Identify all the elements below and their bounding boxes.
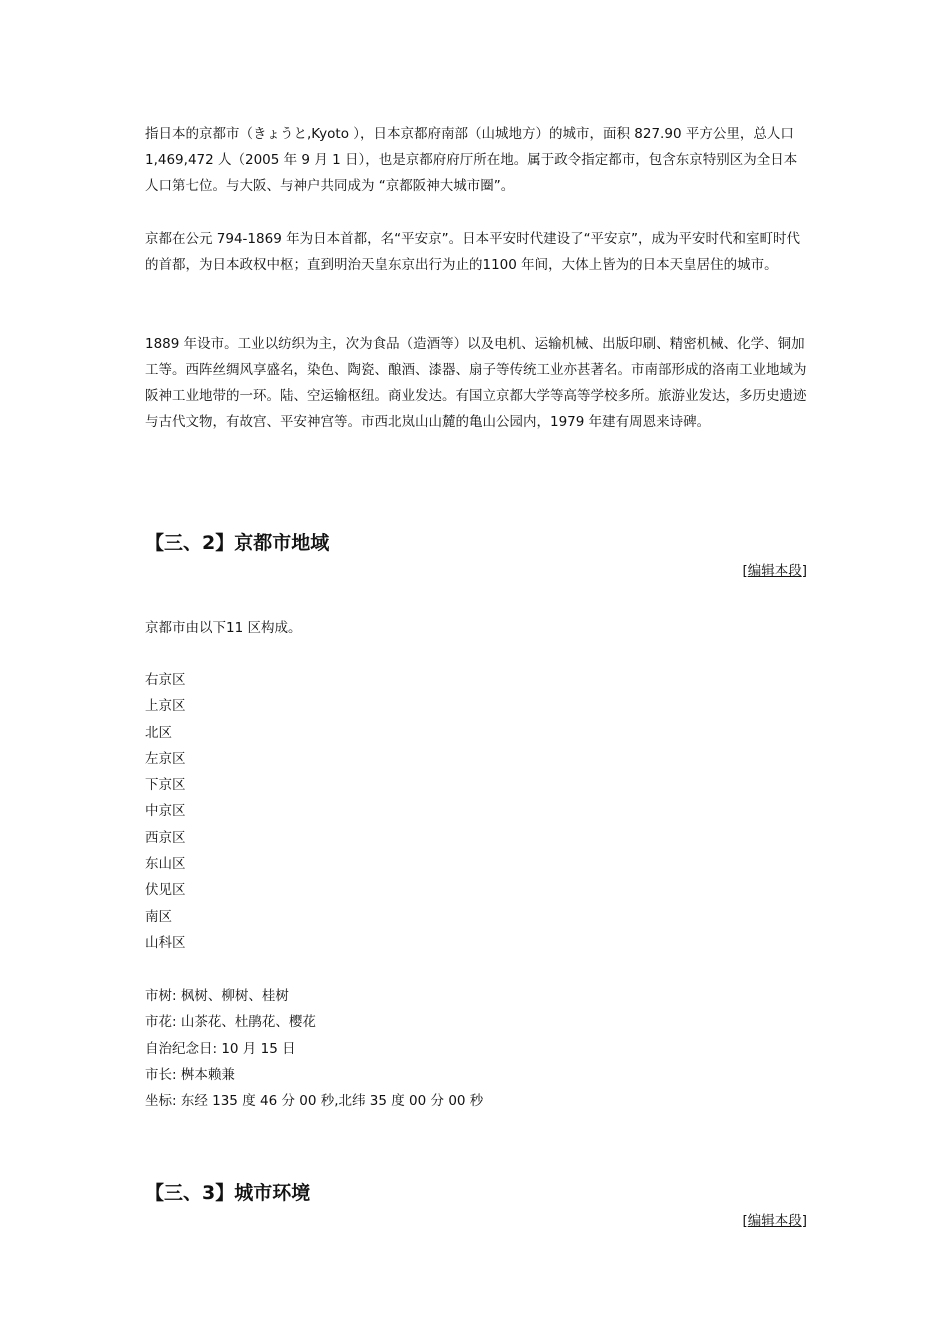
edit-bracket-close: ]	[801, 1213, 807, 1229]
section-title: 城市环境	[234, 1182, 311, 1204]
edit-bracket-open: [	[742, 1213, 748, 1229]
section-title: 京都市地域	[234, 532, 330, 554]
list-item: 山科区	[145, 934, 186, 951]
list-item: 北区	[145, 724, 172, 741]
list-item: 右京区	[145, 672, 186, 688]
list-item: 西京区	[145, 829, 186, 846]
industry-paragraph: 1889 年设市。工业以纺织为主，次为食品（造酒等）以及电机、运输机械、出版印刷、精密机械、化学、铜加工等。西阵丝绸风享盛名，染色、陶瓷、酿酒、漆器、扇子等传统工业亦甚著名。市南部形成的洛南工业地域为阪神工业地带的一环。陆、空运输枢纽。商业发达。有国立京都大学等高等学校多所。旅游业发达，多历史遗迹与古代文物，有故宫、平安神宫等。市西北岚山山麓的亀山公园内，1979 年建有周恩来诗碑。	[145, 336, 807, 430]
city-tree-fact: 市树: 枫树、柳树、桂树	[145, 988, 289, 1004]
heading-bracket-close: 】	[215, 1182, 235, 1204]
edit-section-link-wrapper	[742, 561, 807, 581]
edit-section-link[interactable]: 编辑本段	[747, 1213, 802, 1229]
history-paragraph: 京都在公元 794-1869 年为日本首都，名“平安京”。日本平安时代建设了“平安京”，成为平安时代和室町时代的首都，为日本政权中枢；直到明治天皇东京出行为止的1100 年间，大体上皆为的日本天皇居住的城市。	[145, 231, 801, 273]
heading-bracket-open: 【	[145, 532, 165, 554]
districts-intro: 京都市由以下11 区构成。	[145, 620, 302, 636]
list-item: 下京区	[145, 777, 186, 794]
section-heading-environment	[145, 1179, 310, 1207]
edit-section-link[interactable]: 编辑本段	[747, 563, 802, 579]
list-item: 南区	[145, 908, 172, 925]
list-item: 上京区	[145, 698, 186, 715]
section-number: 三、2	[164, 532, 216, 554]
coordinates-fact: 坐标: 东经 135 度 46 分 00 秒,北纬 35 度 00 分 00 秒	[145, 1093, 484, 1110]
section-number: 三、3	[164, 1182, 216, 1204]
list-item: 左京区	[145, 750, 186, 767]
mayor-fact: 市长: 桝本赖兼	[145, 1066, 235, 1083]
list-item: 中京区	[145, 803, 186, 820]
edit-section-link-wrapper	[742, 1211, 807, 1231]
heading-bracket-open: 【	[145, 1182, 165, 1204]
ward-list	[145, 667, 186, 956]
edit-bracket-close: ]	[801, 563, 807, 579]
heading-bracket-close: 】	[215, 532, 235, 554]
city-facts-list	[145, 983, 483, 1114]
city-flower-fact: 市花: 山茶花、杜鹃花、樱花	[145, 1014, 316, 1031]
edit-bracket-open: [	[742, 563, 748, 579]
list-item: 伏见区	[145, 882, 186, 899]
intro-paragraph: 指日本的京都市（きょうと,Kyoto ），日本京都府南部（山城地方）的城市，面积 827.90 平方公里，总人口 1,469,472 人（2005 年 9 月 1 日），也是京都府府厅所在地。属于政令指定都市，包含东京特别区为全日本人口第七位。与大阪、与神户共同成为 “京都阪神大城市圈”。	[145, 126, 798, 194]
autonomy-day-fact: 自治纪念日: 10 月 15 日	[145, 1040, 296, 1057]
list-item: 东山区	[145, 856, 186, 873]
section-heading-districts	[145, 529, 329, 557]
